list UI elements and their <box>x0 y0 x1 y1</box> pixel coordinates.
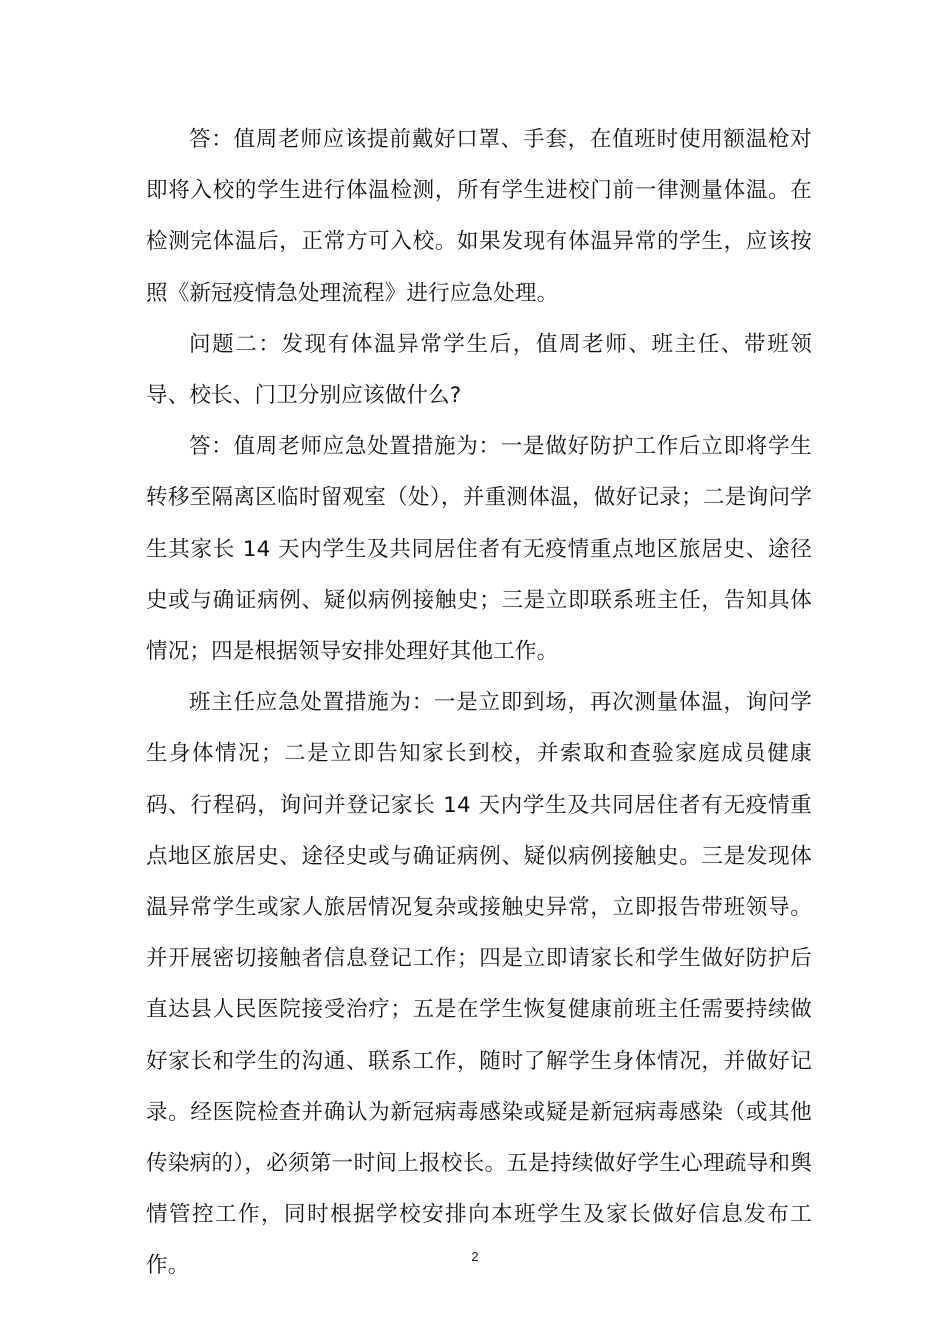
paragraph-answer-one: 答：值周老师应该提前戴好口罩、手套，在值班时使用额温枪对即将入校的学生进行体温检测，所有学生进校门前一律测量体温。在检测完体温后，正常方可入校。如果发现有体温异常的学生，应该按照《新冠疫情急处理流程》进行应急处理。 <box>146 127 812 306</box>
paragraph-head-teacher-measures: 班主任应急处置措施为：一是立即到场，再次测量体温，询问学生身体情况；二是立即告知家长到校，并索取和查验家庭成员健康码、行程码，询问并登记家长 14 天内学生及共同居住者有无疫情重点地区旅居史、途径史或与确证病例、疑似病例接触史。三是发现体温异常学生或家人旅居情况复杂或接触史异常，立即报告带班领导。并开展密切接触者信息登记工作；四是立即请家长和学生做好防护后直达县人民医院接受治疗；五是在学生恢复健康前班主任需要持续做好家长和学生的沟通、联系工作，随时了解学生身体情况，并做好记录。经医院检查并确认为新冠病毒感染或疑是新冠病毒感染（或其他传染病的），必须第一时间上报校长。五是持续做好学生心理疏导和舆情管控工作，同时根据学校安排向本班学生及家长做好信息发布工作。 <box>146 690 812 1279</box>
document-body <box>146 114 812 1292</box>
paragraph-answer-duty-teacher: 答：值周老师应急处置措施为：一是做好防护工作后立即将学生转移至隔离区临时留观室（处），并重测体温，做好记录；二是询问学生其家长 14 天内学生及共同居住者有无疫情重点地区旅居史、途径史或与确证病例、疑似病例接触史；三是立即联系班主任，告知具体情况；四是根据领导安排处理好其他工作。 <box>146 434 812 665</box>
page-number: 2 <box>471 1249 479 1264</box>
paragraph-question-two: 问题二：发现有体温异常学生后，值周老师、班主任、带班领导、校长、门卫分别应该做什么? <box>146 331 812 409</box>
